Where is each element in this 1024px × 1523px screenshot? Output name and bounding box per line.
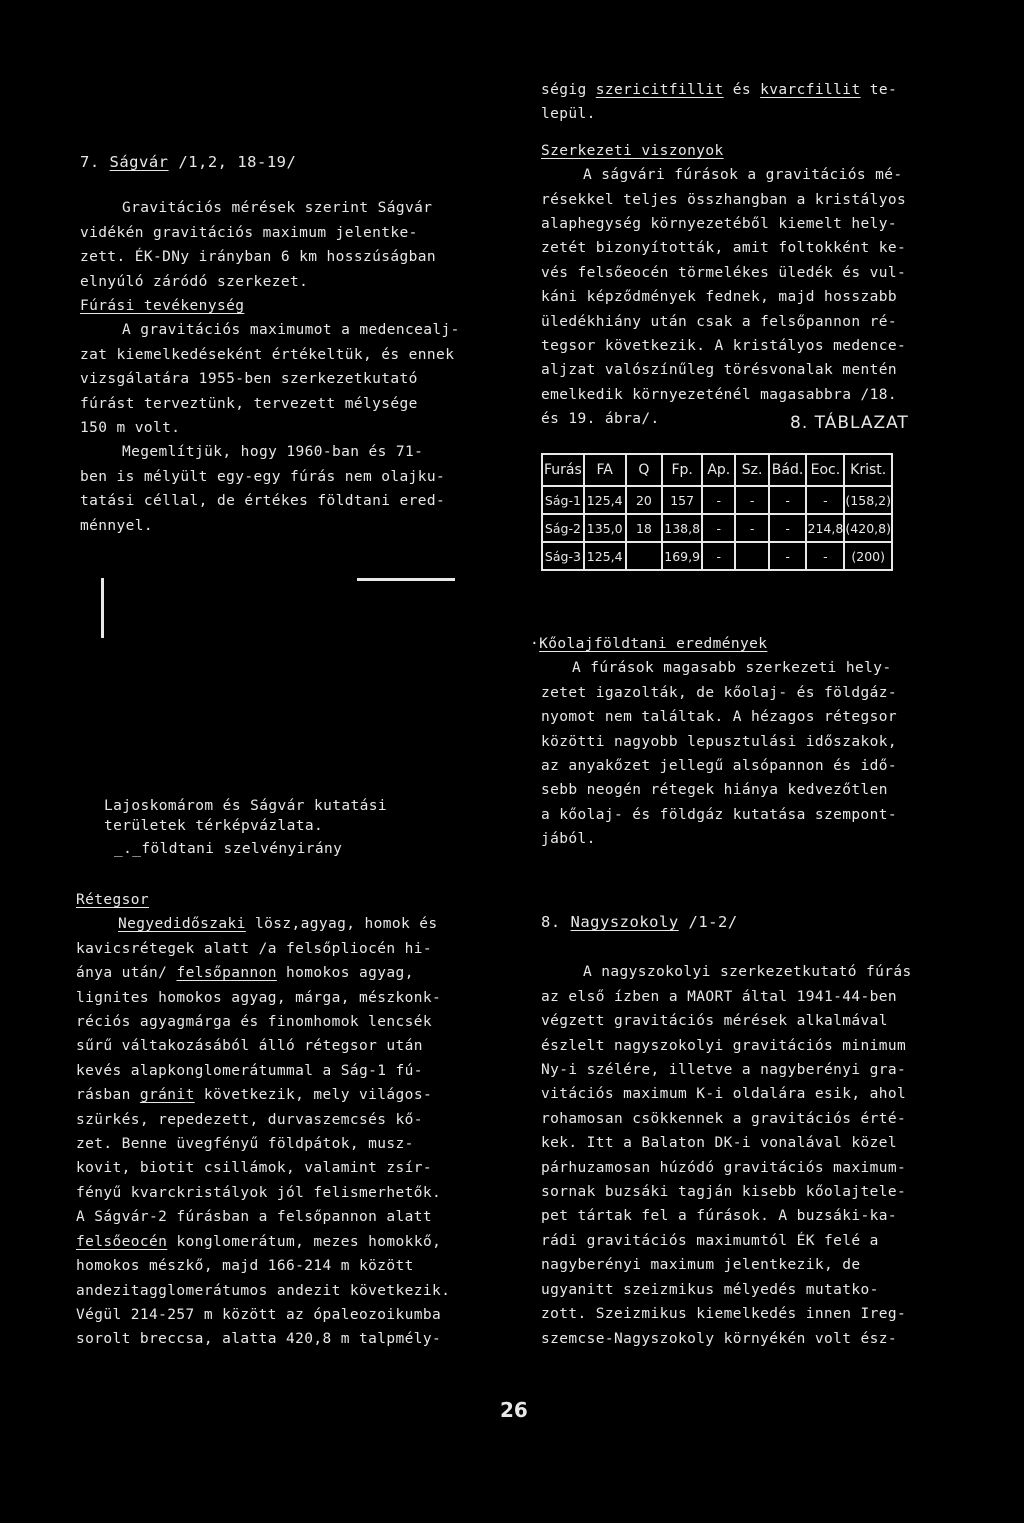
paragraph-line: aljzat valószínűleg törésvonalak mentén [541,362,898,379]
wells-table [541,453,893,571]
table-row [542,542,892,570]
paragraph-line: ben is mélyült egy-egy fúrás nem olajku- [80,468,446,485]
paragraph-line: zott. Szeizmikus kiemelkedés innen Ireg- [541,1306,907,1323]
table-cell: 125,4 [584,542,626,570]
table-cell: (420,8) [844,514,892,542]
table-header-cell: Eoc. [806,454,844,486]
paragraph-line: rádi gravitációs maximumtól ÉK felé a [541,1232,879,1249]
text-span: következik, mely világos- [194,1087,433,1104]
section-ref: /1-2/ [688,913,738,931]
table-header-cell: Bád. [769,454,807,486]
term-underlined: gránit [139,1087,195,1104]
table-title: 8. TÁBLAZAT [790,413,909,433]
paragraph-line: vidékén gravitációs maximum jelentke- [80,224,418,241]
paragraph-line: közötti nagyobb lepusztulási időszakok, [541,733,898,750]
paragraph-line: kek. Itt a Balaton DK-i vonalával közel [541,1135,898,1152]
table-cell [626,542,663,570]
paragraph-line: Végül 214-257 m között az ópaleozoikumba [76,1306,442,1323]
paragraph-line: nagyberényi maximum jelentkezik, de [541,1257,861,1274]
subheading-petroleum [530,632,1000,656]
table-cell: (200) [844,542,892,570]
paragraph-line: vés felsőeocén törmelékes üledék és vul- [541,264,907,281]
table-cell: - [769,486,807,514]
table-header-cell: Furás [542,454,584,486]
text-span: homokos agyag, [276,965,414,982]
table-cell: 135,0 [584,514,626,542]
table-header-cell: Ap. [702,454,735,486]
paragraph-line: jából. [541,831,596,848]
paragraph-line: üledékhiány után csak a felsőpannon ré- [541,313,898,330]
map-caption [104,796,504,862]
paragraph-line: sűrű váltakozásából álló rétegsor után [76,1038,423,1055]
paragraph-line: rohamosan csökkennek a gravitációs érté- [541,1110,907,1127]
paragraph-line: párhuzamosan húzódó gravitációs maximum- [541,1159,907,1176]
section-structure [541,78,1001,432]
table-cell: - [769,542,807,570]
paragraph-line: az anyakőzet jellegű alsópannon és idő- [541,758,898,775]
text-span: konglomerátum, mezes homokkő, [167,1233,442,1250]
paragraph-line: ménnyel. [80,517,154,534]
text-span: te- [860,82,898,98]
paragraph-line: Megemlítjük, hogy 1960-ban és 71- [122,444,424,461]
table-header-cell: FA [584,454,626,486]
legend-mark: _._ [114,841,142,857]
paragraph-line: A fúrások magasabb szerkezeti hely- [572,660,892,677]
paragraph-line: kovit, biotit csillámok, valamint zsír- [76,1160,433,1177]
section-nagyszokoly [541,910,1001,1351]
table-cell: - [806,486,844,514]
subheading-drilling: Fúrási tevékenység [80,298,245,315]
paragraph-line: résekkel teljes összhangban a kristályos [541,191,907,208]
paragraph-line: a kőolaj- és földgáz kutatása szempont- [541,806,898,823]
section-ref: /1,2, 18-19/ [178,153,297,171]
table-cell: 214,8 [806,514,844,542]
paragraph-line: zetét bizonyították, amit foltokként ke- [541,240,907,257]
text-span: ségig [541,82,596,98]
table-cell: - [702,486,735,514]
text-span: ánya után/ [76,965,177,982]
legend-text: földtani szelvényirány [141,841,343,857]
table-cell: - [702,542,735,570]
table-header-cell: Sz. [735,454,768,486]
subheading-text: Kőolajföldtani eredmények [539,636,768,652]
paragraph-line: tatási céllal, de értékes földtani ered- [80,493,446,510]
table-cell: (158,2) [844,486,892,514]
table-cell: Ság-3 [542,542,584,570]
section-place: Nagyszokoly [570,913,679,931]
paragraph-line: A ságvári fúrások a gravitációs mé- [583,167,903,184]
bullet-mark: · [530,636,540,652]
table-cell: 169,9 [662,542,702,570]
paragraph-line: az első ízben a MAORT által 1941-44-ben [541,988,898,1005]
paragraph-line [76,912,516,936]
paragraph-line: andezitagglomerátumos andezit következik. [76,1282,451,1299]
text-span: rásban [76,1087,140,1104]
paragraph-line: fényű kvarckristályok jól felismerhetők. [76,1184,442,1201]
map-caption-line: Lajoskomárom és Ságvár kutatási [104,798,388,814]
subheading-stratigraphy: Rétegsor [76,892,150,908]
paragraph-line: alaphegység környezetéből kiemelt hely- [541,216,898,233]
paragraph-line: szemcse-Nagyszokoly környékén volt ész- [541,1330,898,1347]
paragraph-line: zet. Benne üvegfényű földpátok, musz- [76,1136,414,1153]
paragraph-line: pet tártak fel a fúrások. A buzsáki-ka- [541,1208,898,1225]
paragraph-line: sornak buzsáki tagján kisebb kőolajtele- [541,1184,907,1201]
paragraph-line: kavicsrétegek alatt /a felsőpliocén hi- [76,940,433,957]
table-cell: - [735,486,768,514]
text-span: lösz,agyag, homok és [245,916,438,933]
paragraph-line: ugyanitt szeizmikus mélyedés mutatko- [541,1281,879,1298]
section-number: 7. [80,153,100,171]
paragraph-line: vizsgálatára 1955-ben szerkezetkutató [80,371,418,388]
paragraph-line: lepül. [541,106,596,123]
paragraph-line: A nagyszokolyi szerkezetkutató fúrás [583,964,912,981]
section-number: 8. [541,913,561,931]
map-vertical-line [101,578,104,638]
paragraph-line [76,1230,516,1254]
table-header-cell: Krist. [844,454,892,486]
paragraph-line: szürkés, repedezett, durvaszemcsés kő- [76,1111,423,1128]
table-cell: 138,8 [662,514,702,542]
table-row [542,514,892,542]
paragraph-line: sebb neogén rétegek hiánya kedvezőtlen [541,782,888,799]
paragraph-line: sorolt breccsa, alatta 420,8 m talpmély- [76,1331,442,1348]
section-place: Ságvár [109,153,169,171]
table-header-cell: Fp. [662,454,702,486]
term-underlined: felsőeocén [76,1233,168,1250]
table-cell [735,542,768,570]
paragraph-line: Gravitációs mérések szerint Ságvár [122,200,433,217]
section-heading [80,150,500,174]
paragraph-line: lignites homokos agyag, márga, mészkonk- [76,989,442,1006]
table-cell: 125,4 [584,486,626,514]
map-caption-line: területek térképvázlata. [104,818,324,834]
map-horizontal-line [357,578,455,581]
table-cell: 20 [626,486,663,514]
paragraph-line: észlelt nagyszokolyi gravitációs minimum [541,1037,907,1054]
term-underlined: kvarcfillit [760,82,861,98]
paragraph-line: vitációs maximum K-i oldalára esik, ahol [541,1086,907,1103]
map-legend [104,836,504,862]
paragraph-line: zetet igazolták, de kőolaj- és földgáz- [541,684,898,701]
paragraph-line: végzett gravitációs mérések alkalmával [541,1013,888,1030]
table-header-cell: Q [626,454,663,486]
table-cell: - [735,514,768,542]
term-underlined: szericitfillit [595,82,724,98]
paragraph-line: emelkedik környezeténél magasabbra /18. [541,386,898,403]
paragraph-line: réciós agyagmárga és finomhomok lencsék [76,1014,433,1031]
paragraph-line: homokos mészkő, majd 166-214 m között [76,1258,414,1275]
table-header-row [542,454,892,486]
paragraph-line: tegsor következik. A kristályos medence- [541,338,907,355]
table-cell: - [702,514,735,542]
section-sagvar [80,150,500,538]
paragraph-line: zat kiemelkedéseként értékeltük, és ennek [80,346,455,363]
paragraph-line [76,1083,516,1107]
paragraph-line: 150 m volt. [80,420,181,437]
text-span: és [723,82,761,98]
paragraph-line [76,961,516,985]
paragraph-line: nyomot nem találtak. A hézagos rétegsor [541,709,898,726]
paragraph-line: A gravitációs maximumot a medencealj- [122,322,460,339]
paragraph-line [541,78,1001,102]
term-underlined: felsőpannon [176,965,277,982]
paragraph-line: és 19. ábra/. [541,411,660,428]
page-number: 26 [500,1398,528,1422]
paragraph-line: A Ságvár-2 fúrásban a felsőpannon alatt [76,1209,433,1226]
term-underlined: Negyedidőszaki [118,916,246,933]
paragraph-line: fúrást terveztünk, tervezett mélysége [80,395,418,412]
table-cell: - [806,542,844,570]
paragraph-line: elnyúló záródó szerkezet. [80,273,309,290]
subheading-structure: Szerkezeti viszonyok [541,142,724,159]
paragraph-line: zett. ÉK-DNy irányban 6 km hosszúságban [80,249,437,266]
table-cell: 157 [662,486,702,514]
section-heading [541,910,1001,934]
table-cell: - [769,514,807,542]
table-cell: Ság-1 [542,486,584,514]
paragraph-line: kevés alapkonglomerátummal a Ság-1 fú- [76,1062,423,1079]
table-cell: 18 [626,514,663,542]
section-petroleum [530,632,1000,852]
paragraph-line: Ny-i szélére, illetve a nagyberényi gra- [541,1062,907,1079]
table-cell: Ság-2 [542,514,584,542]
table-row [542,486,892,514]
paragraph-line: káni képződmények fednek, majd hosszabb [541,289,898,306]
section-stratigraphy [76,888,516,1352]
